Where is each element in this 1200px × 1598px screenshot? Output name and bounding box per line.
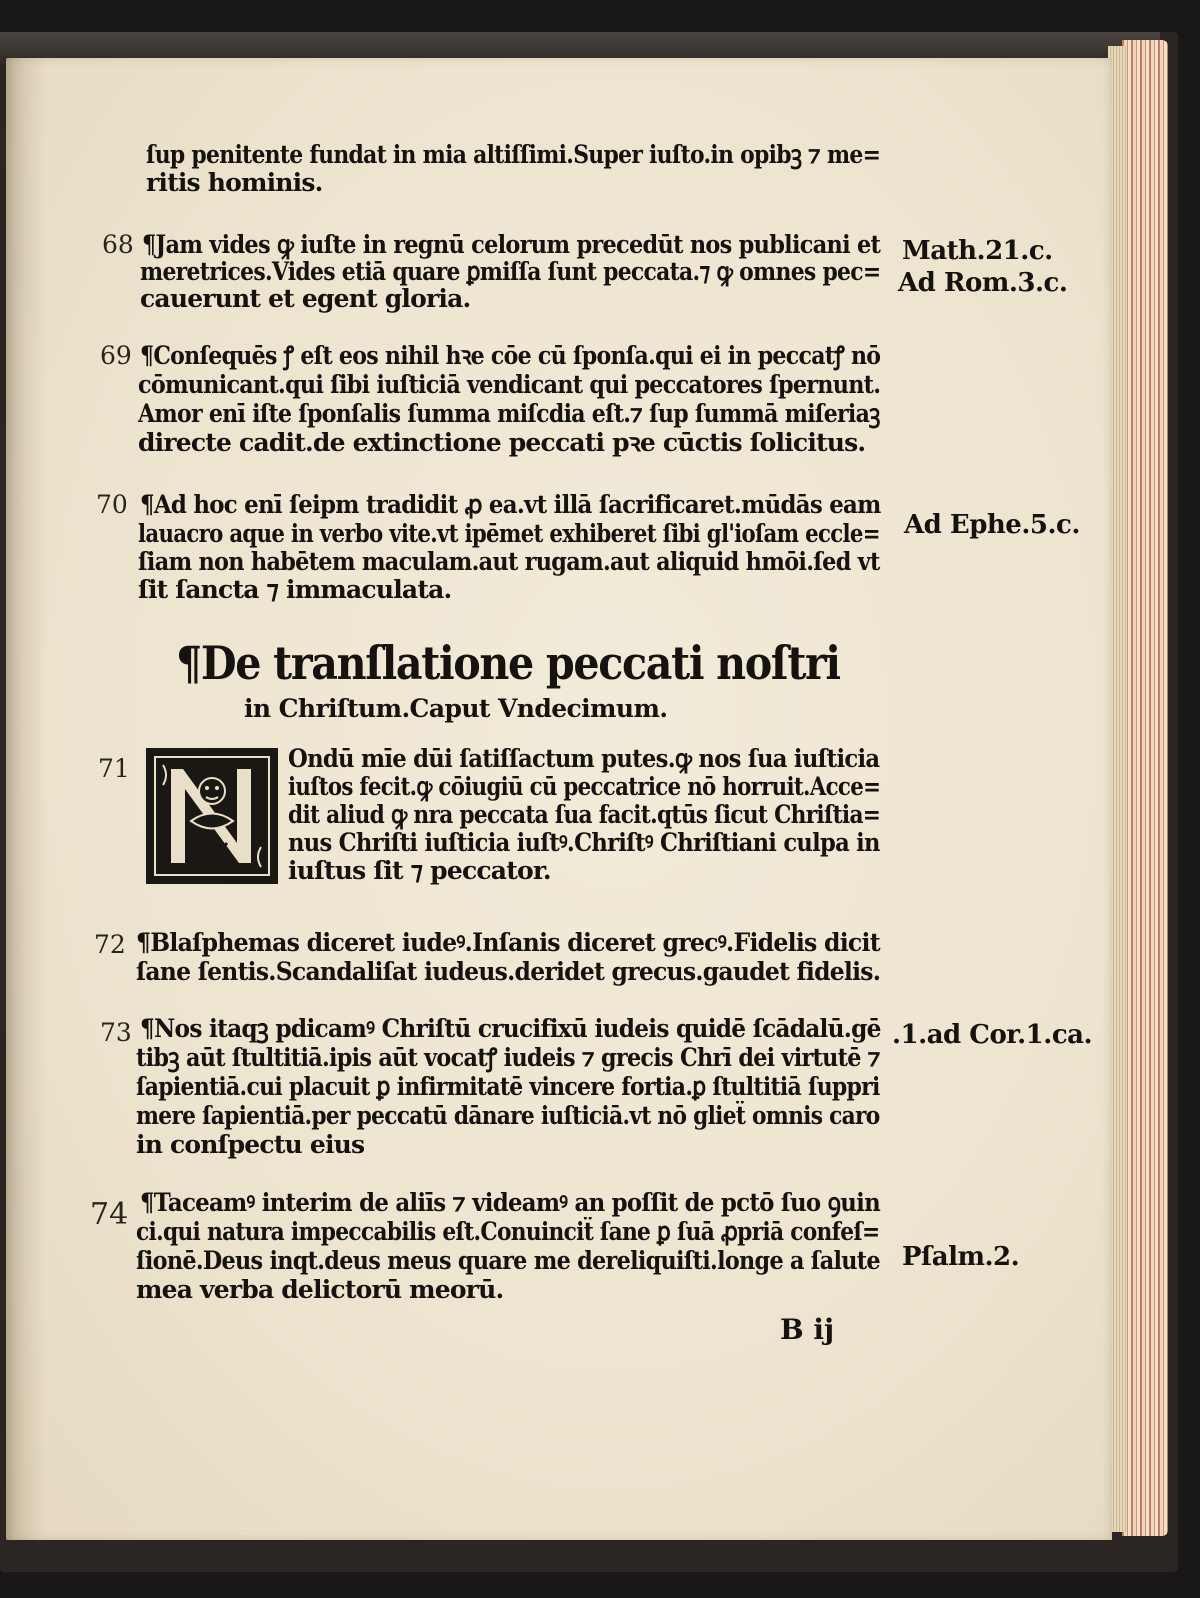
paragraph-74-line-1: ci.qui natura impeccabilis eſt.Conuinciẗ ſane ꝑ ſuā ꝓpriā confeſ= — [136, 1217, 880, 1246]
woodcut-initial-art — [149, 751, 275, 881]
paragraph-68-line-1: meretrices.Vides etiā quare ꝑmiſſa ſunt peccata.⁊ ꝙ omnes pec= — [140, 257, 881, 286]
paragraph-number-69: 69 — [100, 341, 132, 370]
paragraph-68-line-2: cauerunt et egent gloria. — [140, 284, 471, 313]
signature-mark: B ij — [780, 1313, 835, 1346]
paragraph-71-line-1: iuſtos fecit.ꝙ cōiugiū cū peccatrice nō horruit.Acce= — [288, 772, 881, 801]
paragraph-number-71: 71 — [98, 754, 130, 783]
paragraph-69-line-0: ¶Conſequēs ꝭ eſt eos nihil hꝛe cōe cū ſponſa.qui ei in peccatꝭ nō — [140, 341, 881, 370]
paragraph-73-line-1: tibꝫ aūt ſtultitiā.ipis aūt vocatꝭ iudeis ⁊ grecis Chrī dei virtutē ⁊ — [136, 1043, 880, 1072]
margin-note-rom: Ad Rom.3.c. — [898, 268, 1068, 298]
paragraph-72-line-0: ¶Blaſphemas diceret iudeꝰ.Inſanis diceret grecꝰ.Fidelis dicit — [136, 928, 880, 957]
paragraph-74-line-2: ſionē.Deus inqt.deus meus quare me dereliquiſti.longe a ſalute — [136, 1246, 880, 1275]
margin-note-cor: .1.ad Cor.1.ca. — [892, 1020, 1093, 1050]
margin-note-ephe: Ad Ephe.5.c. — [904, 510, 1080, 540]
paragraph-73-line-4: in conſpectu eius — [136, 1130, 365, 1159]
paragraph-number-68: 68 — [102, 230, 134, 259]
gutter-shadow — [6, 58, 46, 1540]
paragraph-71-line-2: dit aliud ꝙ nra peccata ſua facit.qtūs ſicut Chriſtia= — [288, 800, 881, 829]
chapter-heading: ¶De tranſlatione peccati noſtri — [176, 636, 840, 690]
paragraph-number-72: 72 — [94, 930, 126, 959]
margin-note-psalm: Pſalm.2. — [902, 1242, 1020, 1272]
paragraph-70-line-3: ſit ſancta ⁊ immaculata. — [138, 575, 452, 604]
paragraph-73-line-0: ¶Nos itaqꝫ pdicamꝰ Chriſtū crucifixū iudeis quidē ſcādalū.gē — [140, 1014, 881, 1043]
page-edges-red — [1122, 40, 1168, 1536]
paragraph-73-line-2: ſapientiā.cui placuit ꝑ infirmitatē vincere fortia.ꝑ ſtultitiā ſuppri — [136, 1072, 880, 1101]
woodcut-initial-n — [146, 748, 278, 884]
paragraph-72-line-1: ſane ſentis.Scandaliſat iudeus.deridet grecus.gaudet fidelis. — [136, 957, 881, 986]
paragraph-70-line-1: lauacro aque in verbo vite.vt ipēmet exhiberet ſibi gl'ioſam eccle= — [138, 519, 880, 548]
margin-note-math: Math.21.c. — [902, 236, 1053, 266]
paragraph-74-line-0: ¶Taceamꝰ interim de aliīs ⁊ videamꝰ an poſſit de pctō ſuo ꝯuin — [140, 1188, 880, 1217]
paragraph-73-line-3: mere ſapientiā.per peccatū dānare iuſticiā.vt nō glieẗ omnis caro — [136, 1101, 880, 1130]
paragraph-70-line-0: ¶Ad hoc enī ſeipm tradidit ꝓ ea.vt illā ſacrificaret.mūdās eam — [140, 490, 881, 519]
paragraph-69-line-1: cōmunicant.qui ſibi iuſticiā vendicant qui peccatores ſpernunt. — [138, 370, 881, 399]
paragraph-69-line-2: Amor enī iſte ſponſalis ſumma miſcdia eſt.⁊ ſup ſummā miſeriaꝫ — [138, 399, 880, 428]
paragraph-number-70: 70 — [96, 490, 128, 519]
paragraph-69-line-3: directe cadit.de extinctione peccati pꝛe cūctis ſolicitus. — [138, 428, 866, 457]
paragraph-74-line-3: mea verba delictorū meorū. — [136, 1275, 504, 1304]
paragraph-71-line-0: Ondū mīe dūi ſatiſſactum putes.ꝙ nos ſua iuſticia — [288, 744, 880, 773]
paragraph-71-line-3: nus Chriſti iuſticia iuſtꝰ.Chriſtꝰ Chriſtiani culpa in — [288, 828, 880, 857]
paragraph-0-line-0: ſup penitente fundat in mia altiſſimi.Super iuſto.in opibꝫ ⁊ me= — [146, 140, 881, 169]
paragraph-number-74: 74 — [90, 1197, 129, 1232]
paragraph-68-line-0: ¶Jam vides ꝙ iuſte in regnū celorum precedūt nos publicani et — [142, 230, 881, 259]
paragraph-0-line-1: ritis hominis. — [146, 168, 323, 197]
paragraph-number-73: 73 — [100, 1018, 132, 1047]
paragraph-71-line-4: iuſtus ſit ⁊ peccator. — [288, 856, 551, 885]
paragraph-70-line-2: ſiam non habētem maculam.aut rugam.aut aliquid hmōi.ſed vt — [138, 547, 880, 576]
chapter-subheading: in Chriſtum.Caput Vndecimum. — [244, 694, 668, 723]
